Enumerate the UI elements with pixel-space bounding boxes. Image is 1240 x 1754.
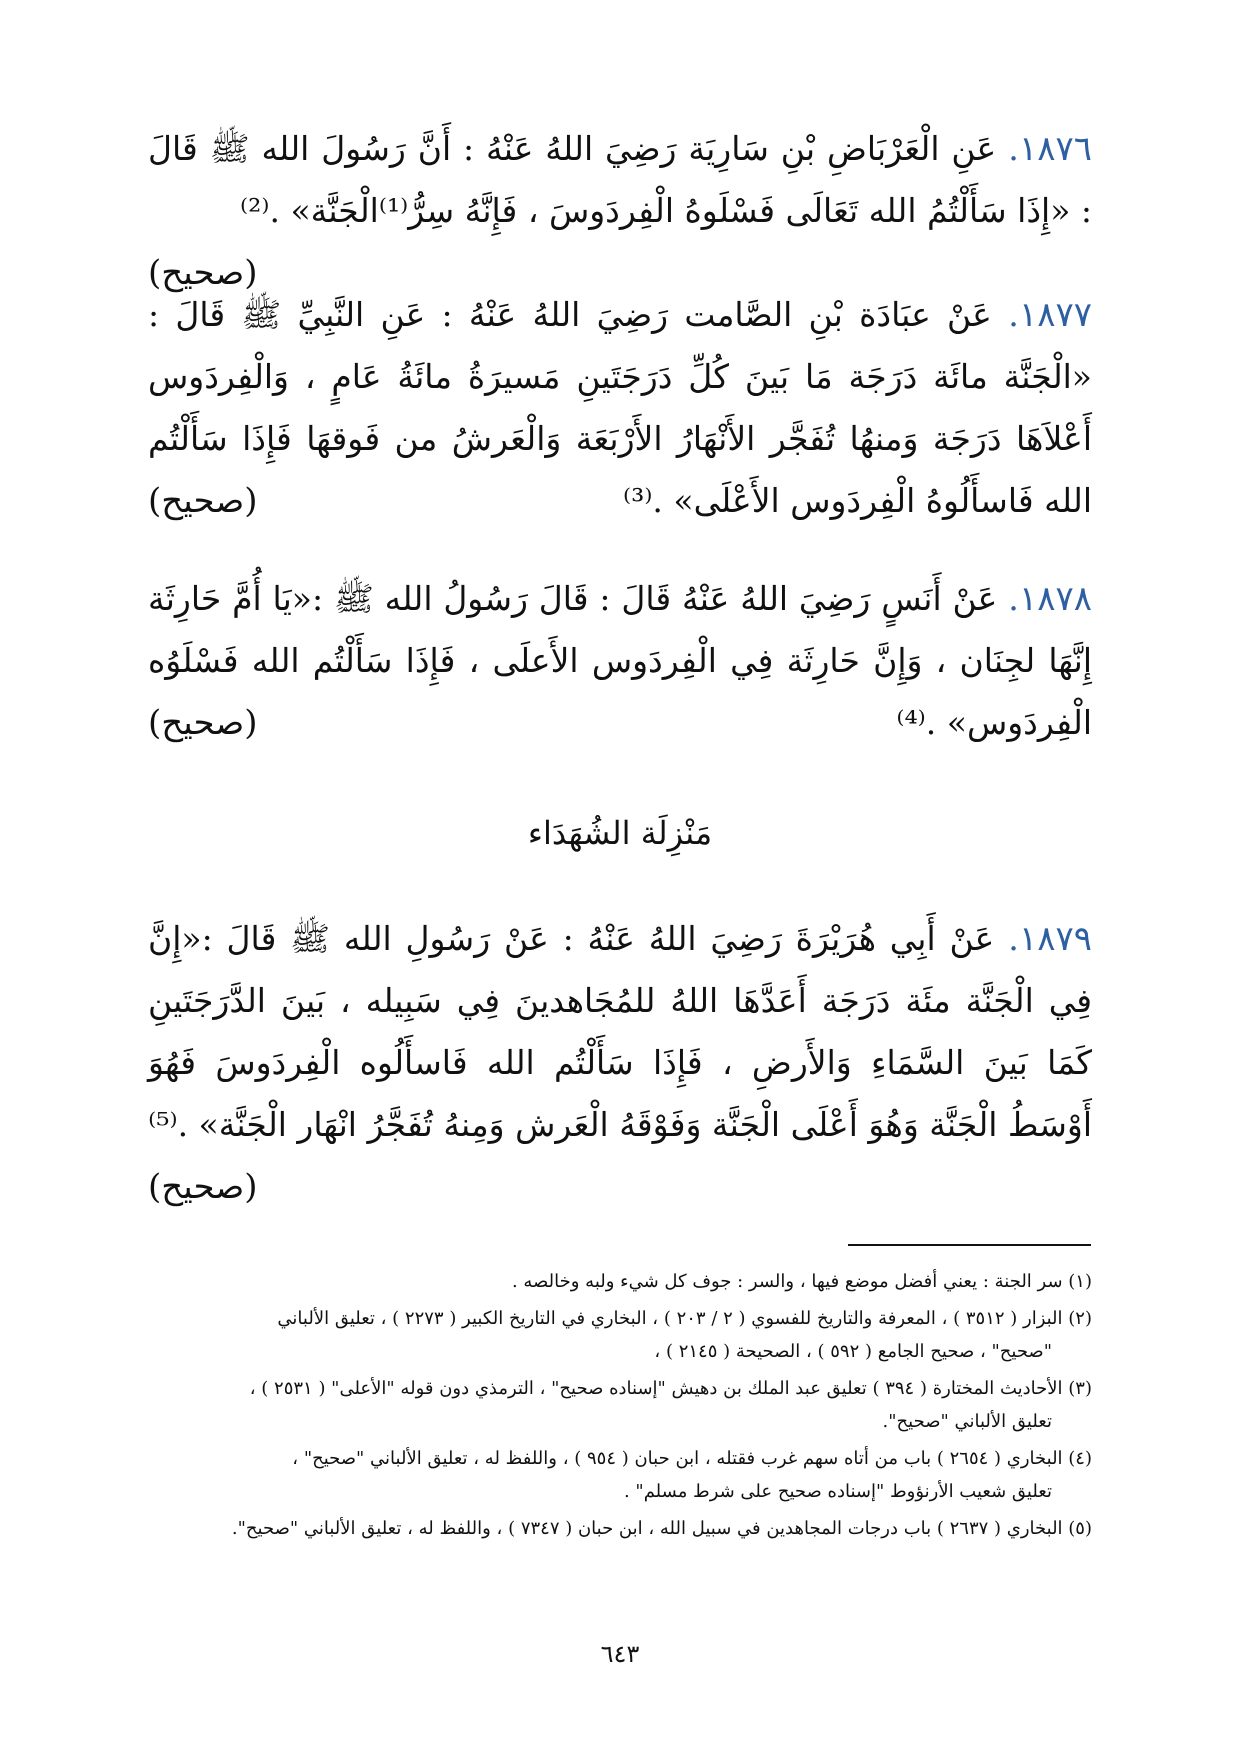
footnote-continuation: تعليق شعيب الأرنؤوط "إسناده صحيح على شرط مسلم" . <box>623 1481 1052 1502</box>
hadith-number: ١٨٧٨. <box>1008 579 1092 619</box>
footnote-continuation: تعليق الألباني "صحيح". <box>882 1411 1052 1432</box>
footnote-line: (١) سر الجنة : يعني أفضل موضع فيها ، والسر : جوف كل شيء ولبه وخالصه . <box>511 1271 1092 1292</box>
hadith-text: عَنْ أَنَسٍ رَضِيَ اللهُ عَنْهُ قَالَ : قَالَ رَسُولُ الله ﷺ :«يَا أُمَّ حَارِثَة إِنَّهَا لجِنَان ، وَإِنَّ حَارِثَة فِي الْفِردَوس الأَعلَى ، فَإِذَا سَأَلْتُم الله فَسْلَوُه الْفِردَوس» .⁽⁴⁾ <box>148 579 1092 742</box>
footnote-4 <box>148 1442 1092 1508</box>
footnote-2 <box>148 1302 1092 1368</box>
hadith-grade: (صحيح) <box>148 481 258 521</box>
footnote-3 <box>148 1372 1092 1438</box>
footnote-line: (٥) البخاري ( ٢٦٣٧ ) باب درجات المجاهدين في سبيل الله ، ابن حبان ( ٧٣٤٧ ) ، واللفظ له ، تعليق الألباني "صحيح". <box>231 1518 1092 1539</box>
hadith-grade: (صحيح) <box>148 253 258 293</box>
hadith-text: عَنْ عبَادَة بْنِ الصَّامت رَضِيَ اللهُ عَنْهُ : عَنِ النَّبِيِّ ﷺ قَالَ : «الْجَنَّة مائَة دَرَجَة مَا بَينَ كُلِّ دَرَجَتَينِ مَسيرَةُ مائَةُ عَامٍ ، وَالْفِردَوس أَعْلاَهَا دَرَجَة وَمنهُا تُفَجَّر الأَنْهَارُ الأَرْبَعَة وَالْعَرشُ من فَوقهَا فَإِذَا سَأَلْتُم الله فَاسأَلُوهُ الْفِردَوس الأَعْلَى» .⁽³⁾ <box>148 295 1092 520</box>
footnote-5 <box>148 1512 1092 1545</box>
footnote-continuation: "صحيح" ، صحيح الجامع ( ٥٩٢ ) ، الصحيحة ( ٢١٤٥ ) ، <box>654 1341 1052 1362</box>
hadith-number: ١٨٧٧. <box>1008 295 1092 335</box>
footnotes <box>148 1265 1092 1549</box>
footnote-line: (٤) البخاري ( ٢٦٥٤ ) باب من أتاه سهم غرب فقتله ، ابن حبان ( ٩٥٤ ) ، واللفظ له ، تعليق الألباني "صحيح" ، <box>292 1448 1092 1469</box>
section-heading: مَنْزِلَة الشُهَدَاء <box>527 814 713 852</box>
hadith-number: ١٨٧٩. <box>1008 919 1092 959</box>
hadith-number: ١٨٧٦. <box>1008 129 1092 169</box>
footnote-1 <box>148 1265 1092 1298</box>
hadith-1879 <box>148 908 1092 1218</box>
page-number: ٦٤٣ <box>600 1640 640 1668</box>
hadith-text: عَنْ أَبِي هُرَيْرَةَ رَضِيَ اللهُ عَنْهُ : عَنْ رَسُولِ الله ﷺ قَالَ :«إِنَّ فِي الْجَنَّة مئَة دَرَجَة أَعَدَّهَا اللهُ للمُجَاهدينَ فِي سَبِيله ، بَينَ الدَّرَجَتَينِ كَمَا بَينَ السَّمَاءِ وَالأَرضِ ، فَإِذَا سَأَلْتُم الله فَاسأَلُوه الْفِردَوسَ فَهُوَ أَوْسَطُ الْجَنَّة وَهُوَ أَعْلَى الْجَنَّة وَفَوْقَهُ الْعَرش وَمِنهُ تُفَجَّرُ انْهَار الْجَنَّة» .⁽⁵⁾ <box>148 919 1093 1144</box>
hadith-1877 <box>148 284 1092 532</box>
hadith-1876 <box>148 118 1092 304</box>
hadith-text: عَنِ الْعَرْبَاضِ بْنِ سَارِيَة رَضِيَ اللهُ عَنْهُ : أَنَّ رَسُولَ الله ﷺ قَالَ : «إِذَا سَأَلْتُمُ الله تَعَالَى فَسْلَوهُ الْفِردَوسَ ، فَإِنَّهُ سِرُّ⁽¹⁾الْجَنَّة» .⁽²⁾ <box>148 129 1092 230</box>
footnote-divider <box>848 1244 1091 1246</box>
footnote-line: (٢) البزار ( ٣٥١٢ ) ، المعرفة والتاريخ للفسوي ( ٢ / ٢٠٣ ) ، البخاري في التاريخ الكبير ( ٢٢٧٣ ) ، تعليق الألباني <box>277 1308 1092 1329</box>
hadith-grade: (صحيح) <box>148 703 258 743</box>
footnote-line: (٣) الأحاديث المختارة ( ٣٩٤ ) تعليق عبد الملك بن دهيش "إسناده صحيح" ، الترمذي دون قوله "الأعلى" ( ٢٥٣١ ) ، <box>249 1378 1092 1399</box>
hadith-grade: (صحيح) <box>148 1167 258 1207</box>
hadith-1878 <box>148 568 1092 754</box>
